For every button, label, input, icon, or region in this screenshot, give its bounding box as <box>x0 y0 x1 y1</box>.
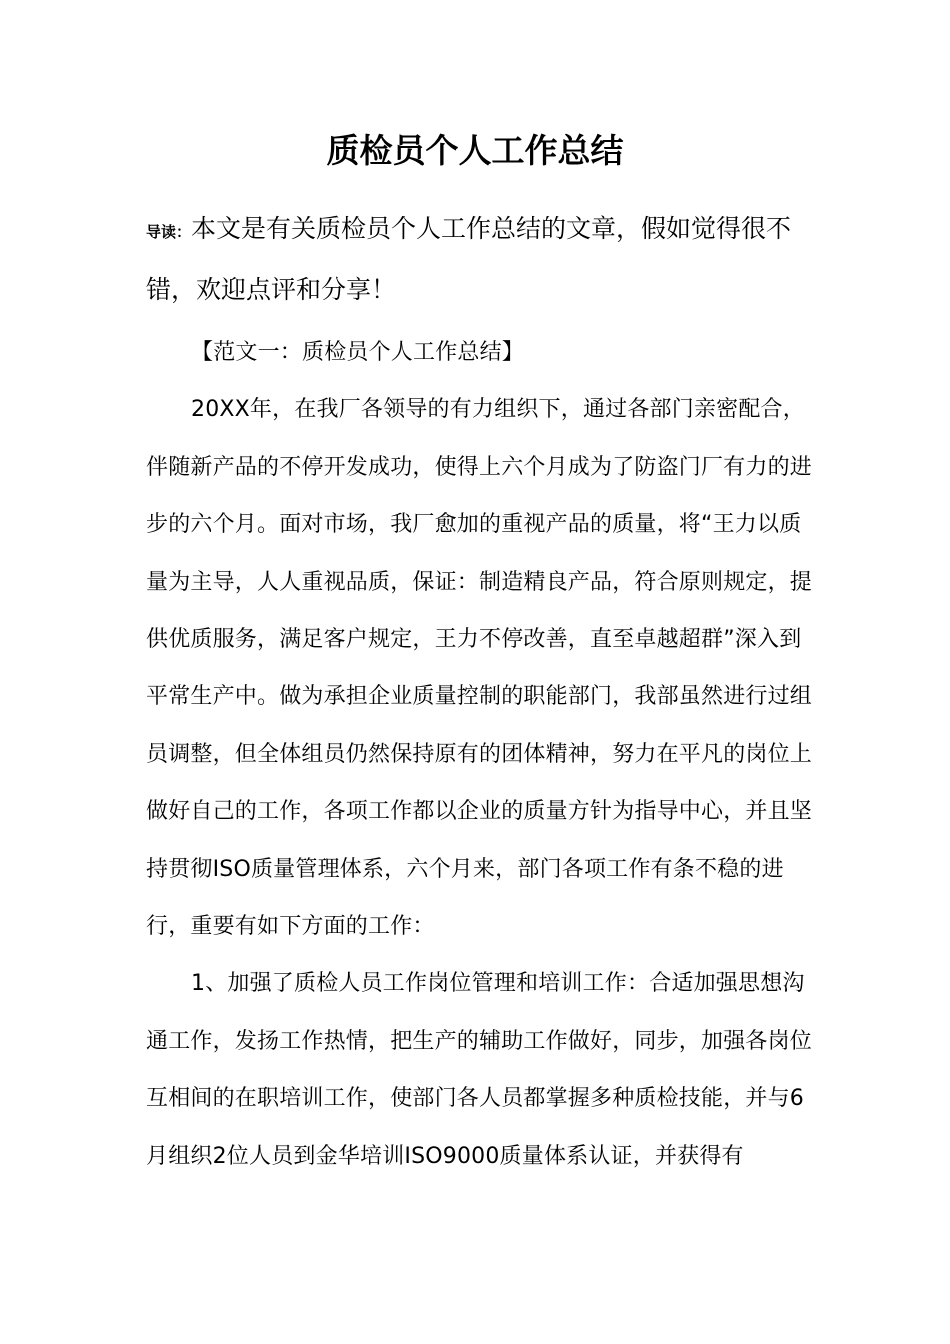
lead-text: 本文是有关质检员个人工作总结的文章，假如觉得很不错，欢迎点评和分享！ <box>146 214 792 304</box>
lead-paragraph <box>146 200 816 318</box>
document-body <box>146 324 816 1185</box>
document-title: 质检员个人工作总结 <box>326 131 624 170</box>
body-paragraph: 20XX年，在我厂各领导的有力组织下，通过各部门亲密配合，伴随新产品的不停开发成功，使得上六个月成为了防盗门厂有力的进步的六个月。面对市场，我厂愈加的重视产品的质量，将“王力以质量为主导，人人重视品质，保证：制造精良产品，符合原则规定，提供优质服务，满足客户规定，王力不停改善，直至卓越超群”深入到平常生产中。做为承担企业质量控制的职能部门，我部虽然进行过组员调整，但全体组员仍然保持原有的团体精神，努力在平凡的岗位上做好自己的工作，各项工作都以企业的质量方针为指导中心，并且坚持贯彻ISO质量管理体系，六个月来，部门各项工作有条不稳的进行，重要有如下方面的工作： <box>146 397 813 940</box>
section-heading: 【范文一：质检员个人工作总结】 <box>191 340 525 365</box>
lead-label: 导读： <box>146 223 192 241</box>
body-paragraph: 1、加强了质检人员工作岗位管理和培训工作：合适加强思想沟通工作，发扬工作热情，把生产的辅助工作做好，同步，加强各岗位互相间的在职培训工作，使部门各人员都掌握多种质检技能，并与6月组织2位人员到金华培训ISO9000质量体系认证，并获得有 <box>146 971 813 1169</box>
